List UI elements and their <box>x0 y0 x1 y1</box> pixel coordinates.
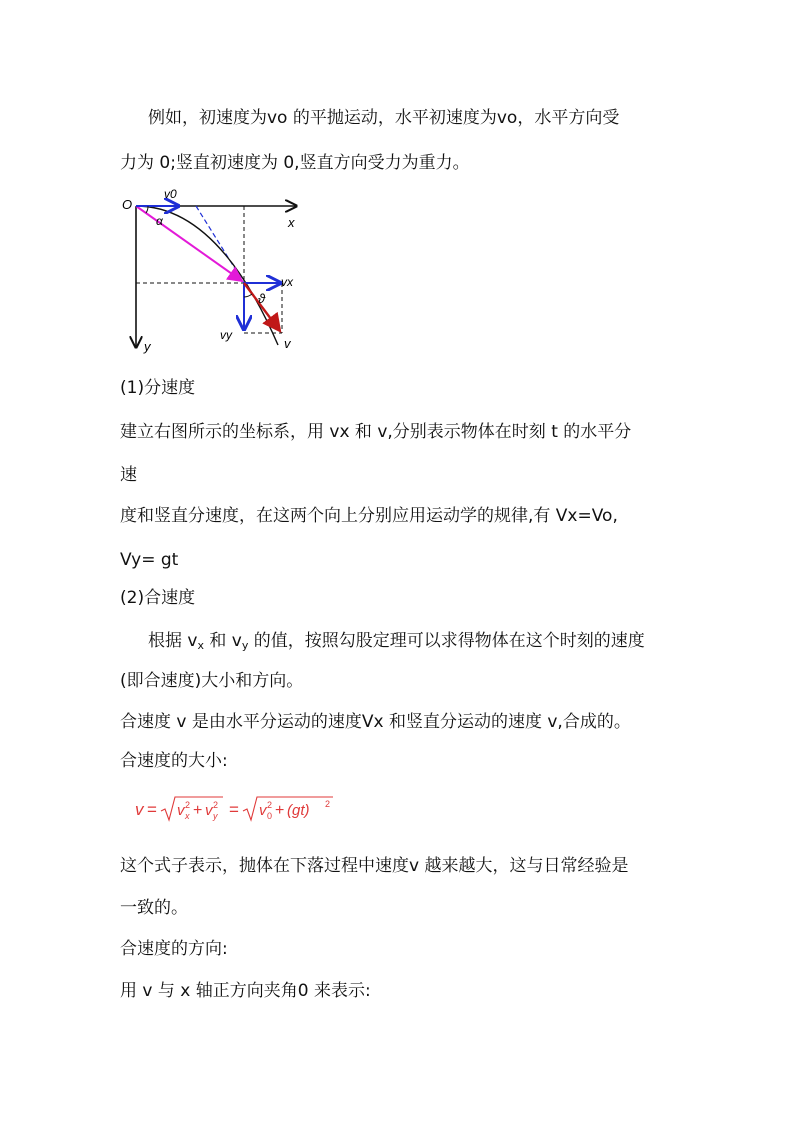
p3-prefix: 根据 v <box>148 631 198 651</box>
p3-mid: 和 v <box>203 631 242 651</box>
svg-text:x: x <box>185 811 190 821</box>
paragraph-2-line-1: 建立右图所示的坐标系，用 vx 和 v,分别表示物体在时刻 t 的水平分 <box>120 422 632 442</box>
svg-text:2: 2 <box>325 799 331 809</box>
svg-text:v: v <box>177 802 185 819</box>
paragraph-2-line-4: Vy= gt <box>120 550 179 570</box>
label-origin: O <box>122 197 133 212</box>
speed-formula-graphic <box>135 793 345 825</box>
paragraph-5: 合速度的大小: <box>120 751 228 771</box>
svg-text:2: 2 <box>213 800 219 810</box>
svg-text:(gt): (gt) <box>287 802 310 819</box>
tangent-dashed-line <box>196 206 244 283</box>
svg-text:2: 2 <box>267 800 273 810</box>
displacement-arrow <box>136 206 242 281</box>
label-v0: v0 <box>164 187 177 201</box>
speed-formula <box>135 793 345 830</box>
heading-resultant-velocity: (2)合速度 <box>120 588 196 608</box>
paragraph-1-line-2: 力为 0;竖直初速度为 0,竖直方向受力为重力。 <box>120 153 470 173</box>
label-vy: vy <box>220 328 232 342</box>
svg-text:v: v <box>205 802 213 819</box>
p3-suffix: 的值，按照勾股定理可以求得物体在这个时刻的速度 <box>248 631 645 651</box>
paragraph-6-line-2: 一致的。 <box>120 898 188 918</box>
projectile-motion-figure <box>118 185 318 355</box>
svg-text:0: 0 <box>267 811 273 821</box>
svg-text:=: = <box>147 800 157 819</box>
paragraph-6-line-1: 这个式子表示，抛体在下落过程中速度v 越来越大，这与日常经验是 <box>120 856 629 876</box>
label-x-axis: x <box>288 215 295 230</box>
label-y-axis: y <box>144 339 151 354</box>
svg-text:v: v <box>259 802 267 819</box>
paragraph-2-line-2: 速 <box>120 465 137 485</box>
p3-sub-y: y <box>241 639 249 652</box>
label-theta: ϑ <box>258 291 266 306</box>
label-v: v <box>284 336 291 351</box>
heading-component-velocity: (1)分速度 <box>120 378 196 398</box>
svg-text:y: y <box>213 811 218 821</box>
paragraph-7: 合速度的方向: <box>120 939 228 959</box>
svg-text:2: 2 <box>185 800 191 810</box>
paragraph-2-line-3: 度和竖直分速度，在这两个向上分别应用运动学的规律,有 Vx=Vo, <box>120 506 618 526</box>
theta-arc <box>244 294 252 297</box>
paragraph-4: 合速度 v 是由水平分运动的速度Vx 和竖直分运动的速度 v,合成的。 <box>120 712 631 732</box>
paragraph-8: 用 v 与 x 轴正方向夹角0 来表示: <box>120 981 371 1001</box>
paragraph-1-line-1: 例如，初速度为vo 的平抛运动，水平初速度为vo，水平方向受 <box>148 108 620 128</box>
svg-text:v: v <box>135 800 144 819</box>
label-vx: vx <box>281 275 293 289</box>
label-alpha: α <box>156 214 163 228</box>
svg-text:+: + <box>193 802 203 819</box>
p3-sub-x: x <box>197 639 204 652</box>
svg-text:+: + <box>275 802 285 819</box>
paragraph-3-line-1 <box>148 631 645 656</box>
svg-text:=: = <box>229 800 239 819</box>
paragraph-3-line-2: (即合速度)大小和方向。 <box>120 671 304 691</box>
